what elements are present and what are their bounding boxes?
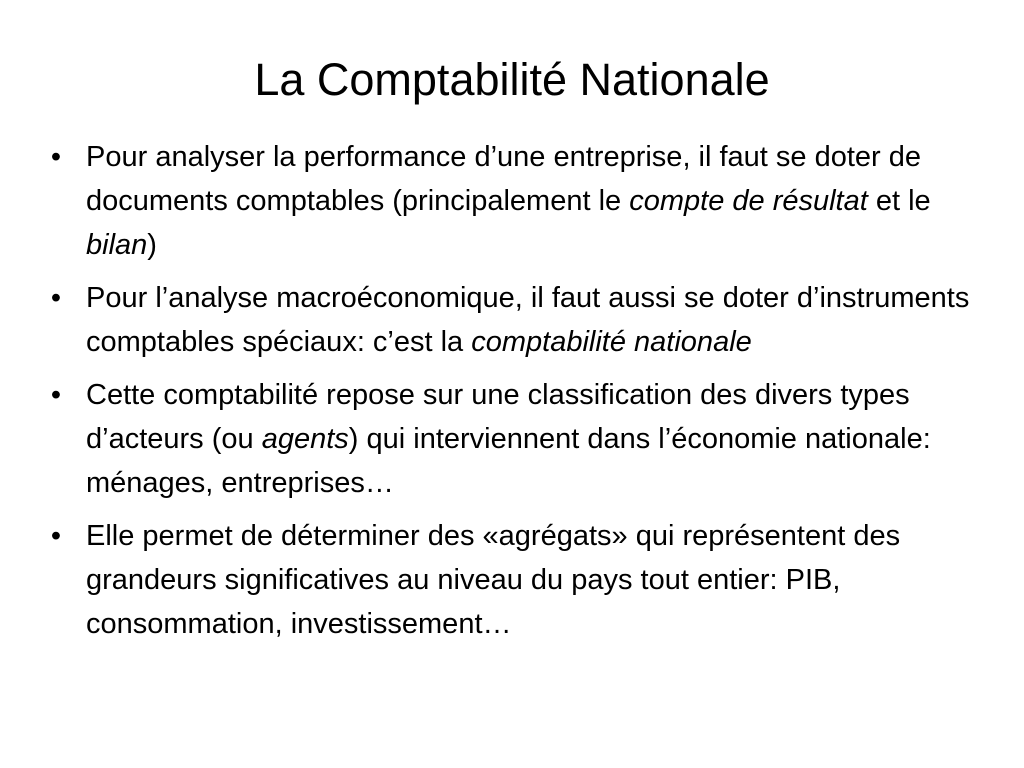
- bullet-icon: •: [50, 520, 62, 552]
- bullet-text-segment-italic: bilan: [86, 229, 148, 261]
- bullet-text: [86, 282, 969, 358]
- bullet-text-segment: Cette comptabilité repose sur une classification des divers types d’acteurs (ou: [86, 379, 910, 455]
- bullet-icon: •: [50, 282, 62, 314]
- bullet-text-segment-italic: agents: [261, 423, 349, 455]
- bullet-text-segment: et le: [867, 185, 931, 217]
- bullet-list: [44, 135, 974, 655]
- bullet-icon: •: [50, 379, 62, 411]
- bullet-item: [44, 514, 974, 646]
- bullet-text-segment: Elle permet de déterminer des «agrégats» qui représentent des grandeurs significatives au niveau du pays tout entier: PIB, consommation, investissement…: [86, 520, 901, 640]
- bullet-text-segment: ): [147, 229, 157, 261]
- bullet-item: [44, 276, 974, 364]
- bullet-text-segment: Pour l’analyse macroéconomique, il faut aussi se doter d’instruments comptables spéciaux: c’est la: [86, 282, 970, 358]
- bullet-text-segment: ) qui interviennent dans l’économie nationale: ménages, entreprises…: [86, 423, 931, 499]
- slide-title: La Comptabilité Nationale: [254, 54, 770, 105]
- bullet-text-segment: Pour analyser la performance d’une entreprise, il faut se doter de documents comptables (principalement le: [86, 141, 922, 217]
- bullet-text: [86, 520, 900, 640]
- bullet-text: [86, 141, 931, 261]
- bullet-icon: •: [50, 141, 62, 173]
- bullet-item: [44, 373, 974, 505]
- bullet-text: [86, 379, 931, 499]
- bullet-text-segment-italic: compte de résultat: [629, 185, 868, 217]
- bullet-item: [44, 135, 974, 267]
- bullet-text-segment-italic: comptabilité nationale: [471, 326, 752, 358]
